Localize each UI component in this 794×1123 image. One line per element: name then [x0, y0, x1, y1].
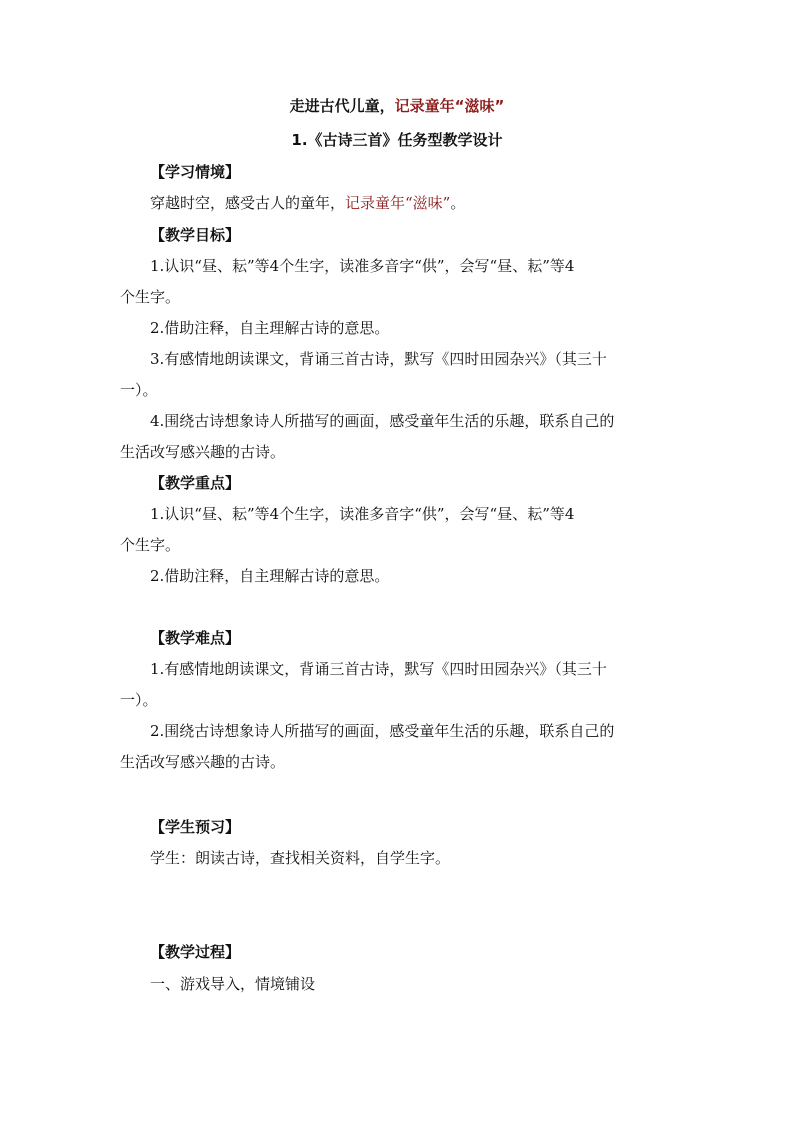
heading-goals: 【教学目标】 [150, 226, 241, 244]
goals-item2: 2.借助注释，自主理解古诗的意思。 [150, 319, 390, 337]
document-title [0, 96, 794, 116]
difficulties-item2-line2: 生活改写感兴趣的古诗。 [120, 753, 286, 771]
goals-item3-line1: 3.有感情地朗读课文，背诵三首古诗，默写《四时田园杂兴》（其三十 [150, 350, 607, 368]
title-prefix: 走进古代儿童， [289, 97, 395, 115]
difficulties-item1-line2: 一）。 [120, 691, 158, 709]
situation-text [150, 193, 465, 213]
key-points-item1-line1: 1.认识“昼、耘”等4个生字，读准多音字“供”，会写“昼、耘”等4 [150, 505, 575, 523]
heading-difficulties: 【教学难点】 [150, 629, 241, 647]
process-step1: 一、游戏导入，情境铺设 [150, 975, 316, 993]
goals-item3-line2: 一）。 [120, 381, 158, 399]
goals-item4-line1: 4.围绕古诗想象诗人所描写的画面，感受童年生活的乐趣，联系自己的 [150, 412, 615, 430]
situation-text-suffix: 。 [450, 194, 466, 212]
key-points-item2: 2.借助注释，自主理解古诗的意思。 [150, 567, 390, 585]
goals-item1-line2: 个生字。 [120, 288, 181, 306]
heading-process: 【教学过程】 [150, 943, 241, 961]
heading-key-points: 【教学重点】 [150, 474, 241, 492]
situation-text-highlight: 记录童年“滋味” [345, 194, 451, 212]
key-points-item1-line2: 个生字。 [120, 536, 181, 554]
situation-text-prefix: 穿越时空，感受古人的童年， [150, 194, 346, 212]
goals-item1-line1: 1.认识“昼、耘”等4个生字，读准多音字“供”，会写“昼、耘”等4 [150, 257, 575, 275]
title-highlight: 记录童年“滋味” [394, 97, 505, 115]
preview-text: 学生：朗读古诗，查找相关资料，自学生字。 [150, 849, 451, 867]
heading-preview: 【学生预习】 [150, 818, 241, 836]
heading-situation: 【学习情境】 [150, 163, 241, 181]
document-subtitle: 1.《古诗三首》任务型教学设计 [291, 131, 503, 149]
difficulties-item1-line1: 1.有感情地朗读课文，背诵三首古诗，默写《四时田园杂兴》（其三十 [150, 660, 607, 678]
difficulties-item2-line1: 2.围绕古诗想象诗人所描写的画面，感受童年生活的乐趣，联系自己的 [150, 722, 615, 740]
goals-item4-line2: 生活改写感兴趣的古诗。 [120, 443, 286, 461]
